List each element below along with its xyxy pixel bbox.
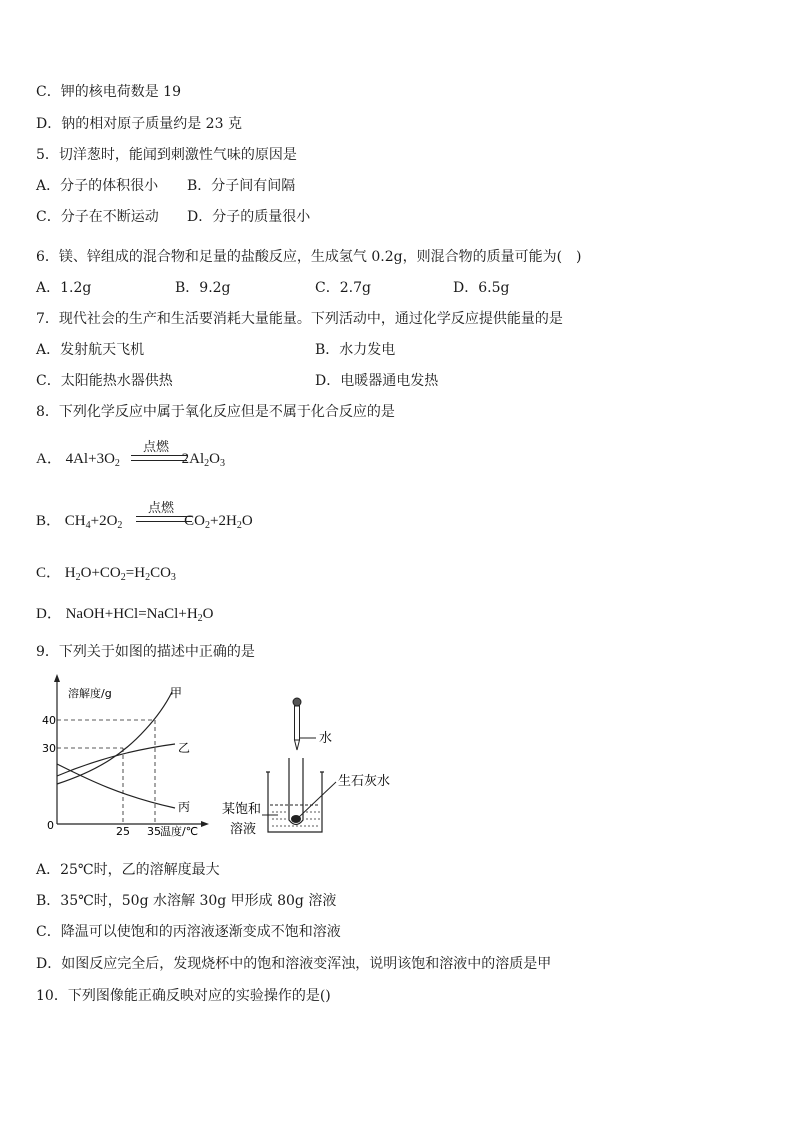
q7-option-d: D．电暖器通电发热 (315, 373, 439, 389)
curve-label-jia: 甲 (170, 686, 183, 700)
y-tick-30: 30 (42, 742, 56, 755)
label-solution-1: 某饱和 (222, 802, 262, 817)
q5-option-c: C．分子在不断运动 (36, 209, 159, 225)
test-tube (289, 758, 303, 825)
x-tick-35: 35 (147, 825, 161, 838)
q5-option-d: D．分子的质量很小 (187, 209, 311, 225)
q9-option-b: B．35℃时，50g 水溶解 30g 甲形成 80g 溶液 (36, 893, 337, 909)
q7-option-a: A．发射航天飞机 (36, 342, 145, 358)
x-axis-label: 温度/℃ (160, 825, 199, 838)
q6-option-d: D．6.5g (453, 280, 510, 296)
q9-option-d: D．如图反应完全后，发现烧杯中的饱和溶液变浑浊，说明该饱和溶液中的溶质是甲 (36, 956, 552, 972)
q6-option-b: B．9.2g (175, 280, 231, 296)
q4-option-c: C．钾的核电荷数是 19 (36, 84, 181, 100)
q7-option-c: C．太阳能热水器供热 (36, 373, 173, 389)
q7-stem: 7．现代社会的生产和生活要消耗大量能量。下列活动中，通过化学反应提供能量的是 (36, 311, 563, 327)
curve-label-yi: 乙 (178, 741, 191, 755)
x-tick-25: 25 (116, 825, 130, 838)
label-solution-2: 溶液 (230, 822, 257, 837)
curve-label-bing: 丙 (178, 800, 191, 814)
lime-pointer (298, 782, 336, 818)
q8-b-reaction-arrow (136, 516, 192, 522)
q9-option-a: A．25℃时，乙的溶解度最大 (36, 862, 220, 878)
q8-a-reaction-arrow (131, 455, 187, 461)
q6-option-a: A．1.2g (36, 280, 92, 296)
q9-figure (30, 672, 410, 844)
q8-b-condition: 点燃 (148, 501, 175, 516)
q4-option-d: D．钠的相对原子质量约是 23 克 (36, 116, 242, 132)
q8-option-c: C． $H_2O+CO_2=H_2CO_3$ (36, 565, 176, 583)
dropper-bulb (293, 698, 301, 706)
curve-bing (57, 764, 175, 808)
curve-yi (57, 744, 175, 776)
dropper-tip (295, 740, 300, 750)
q6-option-c: C．2.7g (315, 280, 371, 296)
q5-option-a: A．分子的体积很小 (36, 178, 159, 194)
y-axis-arrow (54, 674, 60, 682)
q10-stem: 10．下列图像能正确反映对应的实验操作的是() (36, 988, 331, 1004)
q8-a-condition: 点燃 (143, 440, 170, 455)
q8-stem: 8．下列化学反应中属于氧化反应但是不属于化合反应的是 (36, 404, 395, 420)
x-axis-arrow (201, 821, 209, 827)
q9-option-c: C．降温可以使饱和的丙溶液逐渐变成不饱和溶液 (36, 924, 341, 940)
q8-option-d: D． $NaOH+HCl=NaCl+H_2O$ (36, 606, 214, 624)
q9-stem: 9．下列关于如图的描述中正确的是 (36, 644, 255, 660)
q7-option-b: B．水力发电 (315, 342, 396, 358)
q5-option-b: B．分子间有间隔 (187, 178, 296, 194)
q6-stem: 6．镁、锌组成的混合物和足量的盐酸反应，生成氢气 0.2g，则混合物的质量可能为( ) (36, 249, 582, 265)
dropper-tube (295, 706, 300, 740)
q5-stem: 5．切洋葱时，能闻到刺激性气味的原因是 (36, 147, 297, 163)
y-tick-40: 40 (42, 714, 56, 727)
y-tick-0: 0 (47, 819, 54, 832)
label-lime: 生石灰水 (338, 774, 391, 789)
q8-option-a: A． $4Al+3O_2$ $2Al_2O_3$ (36, 451, 225, 469)
y-axis-label: 溶解度/g (68, 687, 112, 700)
q8-option-b: B． $CH_4+2O_2$ $CO_2+2H_2O$ (36, 513, 253, 531)
label-water: 水 (319, 731, 333, 746)
